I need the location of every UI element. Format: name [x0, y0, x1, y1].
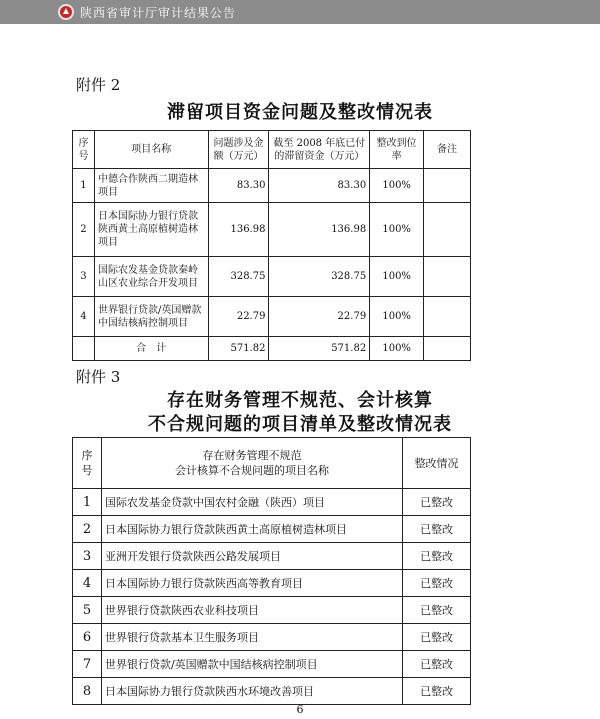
col-amount: 问题涉及金额（万元）: [208, 131, 269, 169]
row-name: 世界银行贷款基本卫生服务项目: [101, 624, 402, 651]
row-rate: 100%: [370, 257, 424, 297]
row-rate: 100%: [370, 297, 424, 337]
header-title: 陕西省审计厅审计结果公告: [80, 5, 237, 20]
row-amount: 83.30: [208, 169, 269, 203]
row-remark: [424, 203, 471, 257]
row-name: 日本国际协力银行贷款陕西水环境改善项目: [101, 678, 402, 705]
col-name: 项目名称: [94, 131, 208, 169]
row-name: 日本国际协力银行贷款陕西高等教育项目: [101, 570, 402, 597]
row-name: 日本国际协力银行贷款陕西黄土高原植树造林项目: [101, 516, 402, 543]
table-row: [73, 203, 471, 257]
row-no: 7: [73, 651, 102, 678]
total-row: [73, 337, 471, 361]
total-rate: 100%: [370, 337, 424, 361]
row-remark: [424, 297, 471, 337]
row-paid: 83.30: [269, 169, 370, 203]
row-remark: [424, 169, 471, 203]
table-row: [73, 543, 471, 570]
annex3-title-line1: 存在财务管理不规范、会计核算: [167, 390, 433, 411]
table-row: [73, 169, 471, 203]
row-status: 已整改: [403, 489, 471, 516]
page-number: 6: [296, 703, 304, 716]
row-amount: 22.79: [208, 297, 269, 337]
row-status: 已整改: [403, 570, 471, 597]
row-no: 1: [73, 169, 95, 203]
table-row: [73, 489, 471, 516]
row-no: 3: [73, 257, 95, 297]
row-no: 8: [73, 678, 102, 705]
col-name-line2: 会计核算不合规问题的项目名称: [175, 464, 330, 477]
row-no: 2: [73, 203, 95, 257]
row-amount: 136.98: [208, 203, 269, 257]
table-row: [73, 624, 471, 651]
audit-logo-icon: [58, 4, 74, 20]
row-status: 已整改: [403, 516, 471, 543]
row-status: 已整改: [403, 543, 471, 570]
table-row: [73, 651, 471, 678]
col-no: 序号: [73, 131, 95, 169]
col-status: 整改情况: [403, 438, 471, 489]
row-no: 6: [73, 624, 102, 651]
annex2-label: 附件 2: [76, 76, 121, 94]
table-header-row: [73, 131, 471, 169]
col-remark: 备注: [424, 131, 471, 169]
row-name: 世界银行贷款/英国赠款中国结核病控制项目: [94, 297, 208, 337]
row-name: 世界银行贷款/英国赠款中国结核病控制项目: [101, 651, 402, 678]
col-no: 序号: [73, 438, 102, 489]
row-paid: 22.79: [269, 297, 370, 337]
col-paid: 截至 2008 年底已付的滞留资金（万元）: [269, 131, 370, 169]
row-amount: 328.75: [208, 257, 269, 297]
table-row: [73, 257, 471, 297]
row-name: 国际农发基金贷款秦岭山区农业综合开发项目: [94, 257, 208, 297]
stranded-funds-table: [72, 130, 471, 361]
total-label: 合 计: [94, 337, 208, 361]
noncompliance-table: [72, 437, 471, 705]
row-paid: 136.98: [269, 203, 370, 257]
table-row: [73, 570, 471, 597]
row-no: 5: [73, 597, 102, 624]
annex2-title: 滞留项目资金问题及整改情况表: [167, 102, 433, 123]
row-rate: 100%: [370, 169, 424, 203]
table-row: [73, 297, 471, 337]
row-no: 3: [73, 543, 102, 570]
annex3-title-line2: 不合规问题的项目清单及整改情况表: [148, 414, 452, 435]
col-rate: 整改到位率: [370, 131, 424, 169]
row-status: 已整改: [403, 651, 471, 678]
row-status: 已整改: [403, 597, 471, 624]
col-name-line1: 存在财务管理不规范: [202, 449, 302, 462]
row-no: 2: [73, 516, 102, 543]
row-name: 日本国际协力银行贷款陕西黄土高原植树造林项目: [94, 203, 208, 257]
col-name: [101, 438, 402, 489]
row-status: 已整改: [403, 624, 471, 651]
total-paid: 571.82: [269, 337, 370, 361]
row-name: 中德合作陕西二期造林项目: [94, 169, 208, 203]
row-rate: 100%: [370, 203, 424, 257]
table-row: [73, 597, 471, 624]
row-remark: [424, 257, 471, 297]
annex3-label: 附件 3: [76, 368, 121, 386]
row-no: 4: [73, 297, 95, 337]
total-amount: 571.82: [208, 337, 269, 361]
row-name: 世界银行贷款陕西农业科技项目: [101, 597, 402, 624]
row-no: 1: [73, 489, 102, 516]
total-blank: [73, 337, 95, 361]
table-row: [73, 516, 471, 543]
row-name: 国际农发基金贷款中国农村金融（陕西）项目: [101, 489, 402, 516]
row-name: 亚洲开发银行贷款陕西公路发展项目: [101, 543, 402, 570]
row-paid: 328.75: [269, 257, 370, 297]
header-bar: [0, 0, 600, 24]
table-row: [73, 678, 471, 705]
row-status: 已整改: [403, 678, 471, 705]
row-no: 4: [73, 570, 102, 597]
table-header-row: [73, 438, 471, 489]
total-remark: [424, 337, 471, 361]
